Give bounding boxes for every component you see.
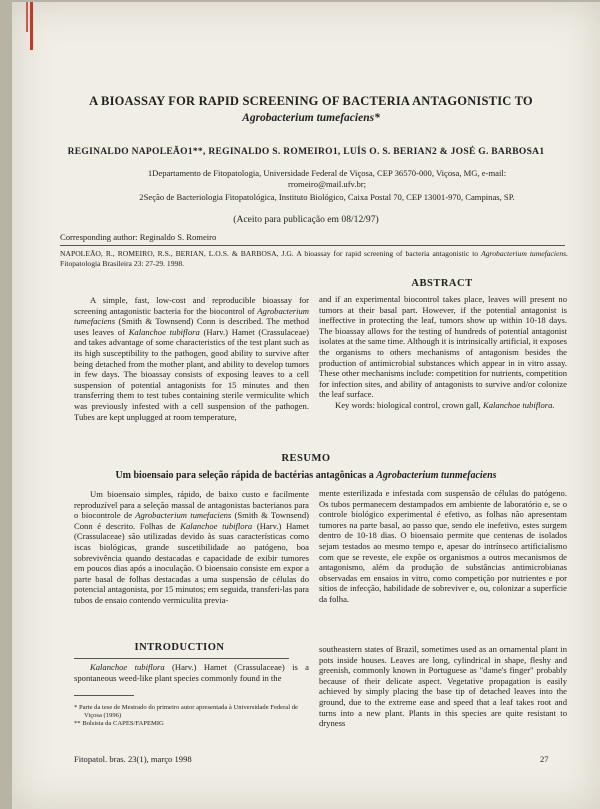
- keywords-text: Key words: biological control, crown gall,: [335, 399, 481, 410]
- affiliation-2: 2Seção de Bacteriologia Fitopatológica, Instituto Biológico, Caixa Postal 70, CEP 13001-970, Campinas, SP.: [139, 192, 515, 202]
- abstract-species: Agrobacterium tumefaciens: [74, 305, 309, 327]
- article-subtitle: Agrobacterium tumefaciens*: [242, 112, 380, 124]
- abstract-text-3: (Harv.) Hamet (Crassulaceae) and takes advantage of some characteristics of the test plant such as its high susceptibility to the pathogen, good ability to survive after being detached from the mother plant, and ability to develop tumors in few days. The bioassay consists of exposing leaves to a cell suspension of potential antagonists for 15 minutes and then transferring them to test tubes containing sterile vermiculite which was previously infested with a cell suspension of the pathogen. Tubes are kept unplugged at room temperature,: [74, 326, 309, 422]
- introduction-left-column: [74, 662, 309, 683]
- abstract-heading: ABSTRACT: [411, 278, 473, 289]
- footnote-1: * Parte da tese de Mestrado do primeiro autor apresentada à Universidade Federal de Viçosa (1996): [74, 704, 298, 719]
- corresponding-author: Corresponding author: Reginaldo S. Romeiro: [60, 232, 217, 242]
- resumo-text-4: mente esterilizada e infestada com suspensão de células do patógeno. Os tubos permanecem destampados em ambiente de laboratório e, se o controle biológico experimental é efetivo, as folhas não apresentam tumores na parte basal, ao passo que, sendo ele inefetivo, estes surgem dentro de 10-18 dias. O bioensaio permite que centenas de isolados sejam testados ao mesmo tempo e, apesar do intrínseco artificialismo com que se reveste, ele expõe os organismos a outros mecanismos de antagonismo, além da produção de substâncias antimicrobianas observadas em ensaios in vitro, como competição por nutrientes e por sítios de infecção, habilidade de sobreviver e, ou, colonizar a superfície da folha.: [319, 488, 567, 604]
- keywords-species: Kalanchoe tubiflora.: [482, 399, 555, 410]
- resumo-plant: Kalanchoe tubiflora: [180, 520, 253, 531]
- journal-footer: Fitopatol. bras. 23(1), março 1998: [74, 754, 192, 764]
- page-number: 27: [540, 754, 549, 764]
- citation-source: Fitopatologia Brasileira 23: 27-29. 1998.: [60, 259, 185, 268]
- intro-text-3: probably because of their delicate aspect. Vegetative propagation is easily achieved by simply placing the base tip of detached leaves into the ground, due to the extreme ease and speed that a leaf takes root and turns into a new plant. Plants in this species are quite resistant to dryness: [319, 665, 567, 729]
- introduction-heading: INTRODUCTION: [134, 642, 225, 653]
- introduction-right-column: [319, 644, 567, 729]
- abstract-left-column: [74, 295, 309, 422]
- intro-plant: Kalanchoe tubiflora: [90, 662, 165, 672]
- intro-quote: "dame's finger": [479, 665, 534, 676]
- resumo-text-2: (Smith & Townsend) Conn é descrito. Folhas de: [74, 510, 309, 531]
- acceptance-note: (Aceito para publicação em 08/12/97): [233, 214, 379, 225]
- resumo-heading: RESUMO: [281, 453, 331, 464]
- introduction-divider: [74, 658, 289, 659]
- resumo-title-text: Um bioensaio para seleção rápida de bactérias antagônicas a: [115, 470, 374, 481]
- footnote-2: ** Bolsista da CAPES/FAPEMIG: [74, 720, 164, 727]
- intro-text-1: (Harv.) Hamet (Crassulaceae) is a spontaneous weed-like plant species commonly found in the: [74, 662, 309, 683]
- citation-species: Agrobacterium tumefaciens.: [481, 249, 568, 258]
- affiliation-1-line1: 1Departamento de Fitopatologia, Universidade Federal de Viçosa, CEP 36570-000, Viçosa, MG, e-mail:: [147, 168, 507, 178]
- red-tab-marker-secondary: [26, 2, 28, 32]
- resumo-text-3: (Harv.) Hamet (Crassulaceae) são utilizadas devido às suas características como iscas biológicas, grande suscetibilidade ao patógeno, boa sobrevivência quando destacadas e capacidade de exibir tumores em poucos dias após a inoculação. O bioensaio consiste em expor a parte basal de folhas destacadas a uma suspensão de células do potencial antagonista, por 15 minutos; em seguida, transferi-las para tubos de ensaio contendo vermiculita previa-: [74, 520, 309, 605]
- abstract-plant: Kalanchoe tubiflora: [128, 326, 200, 337]
- citation: [60, 249, 568, 269]
- divider: [60, 245, 565, 246]
- affiliation-1: [92, 168, 562, 190]
- resumo-title: [12, 470, 600, 481]
- footnotes: [74, 704, 304, 728]
- intro-text-2: southeastern states of Brazil, sometimes used as an ornamental plant in pots inside houses. Leaves are long, cylindrical in shape, fleshy and greenish, commonly known in Portuguese as: [319, 644, 567, 676]
- resumo-text-1: Um bioensaio simples, rápido, de baixo custo e facilmente reproduzível para a seleção massal de antagonistas bacterianos para o biocontrole de: [74, 489, 309, 521]
- resumo-species: Agrobacterium tumefaciens: [135, 510, 232, 521]
- affiliation-1-line2: rromeiro@mail.ufv.br;: [288, 179, 366, 189]
- resumo-title-species: Agrobacterium tunmefaciens: [376, 470, 497, 481]
- abstract-keywords: [319, 400, 567, 411]
- article-title: A BIOASSAY FOR RAPID SCREENING OF BACTERIA ANTAGONISTIC TO: [89, 94, 533, 108]
- abstract-right-column: [319, 294, 567, 411]
- abstract-text-2: (Smith & Townsend) Conn is described. The method uses leaves of: [74, 316, 309, 337]
- citation-authors-title: NAPOLEÃO, R., ROMEIRO, R.S., BERIAN, L.O.S. & BARBOSA, J.G. A bioassay for rapid screening of bacteria antagonistic to: [60, 249, 479, 258]
- resumo-right-column: [319, 488, 567, 605]
- abstract-text-1: A simple, fast, low-cost and reproducible bioassay for screening antagonistic bacteria for the biocontrol of: [74, 295, 309, 316]
- journal-page: [12, 2, 600, 809]
- author-list: REGINALDO NAPOLEÃO1**, REGINALDO S. ROMEIRO1, LUÍS O. S. BERIAN2 & JOSÉ G. BARBOSA1: [67, 147, 545, 157]
- footnote-divider: [74, 695, 134, 696]
- resumo-left-column: [74, 489, 309, 606]
- red-tab-marker: [30, 2, 33, 50]
- abstract-text-4: and if an experimental biocontrol takes place, leaves will present no tumors at their basal part. However, if the potential antagonist is ineffective in protecting the leaf, tumors show up within 10-18 days. The bioassay allows for the testing of hundreds of potential antagonist isolates at the same time. Although it is intrinsically artificial, it exposes the organisms to others mechanisms of antagonism besides the production of antimicrobial substances which appear in in vitro assay. These other mechanisms include: competition for nutrients, competition for infection sites, and ability of antagonists to survive and/or colonize the leaf surface.: [319, 294, 567, 400]
